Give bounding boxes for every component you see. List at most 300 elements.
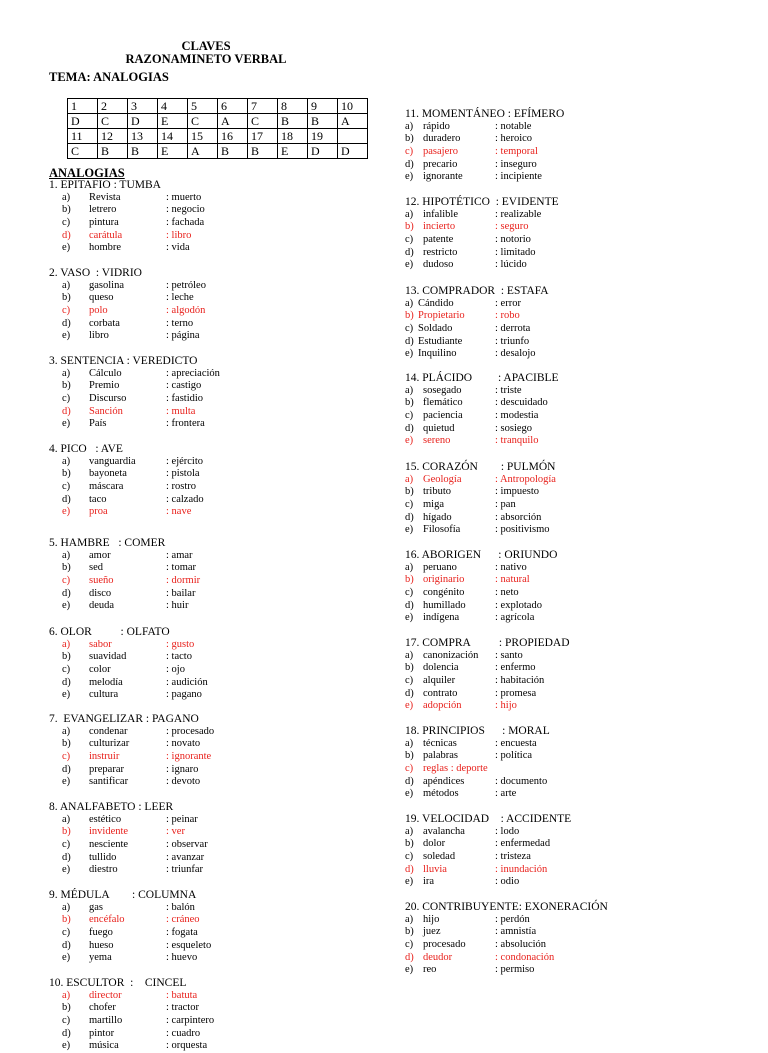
option-right: : explotado [495, 599, 542, 611]
option-right: : ver [166, 826, 185, 838]
answer-key-cell: 7 [248, 99, 278, 114]
option-left: Inquilino [418, 348, 457, 360]
option-left: santificar [89, 776, 129, 788]
option [405, 259, 559, 272]
correct-option [49, 751, 212, 764]
option-left: Soldado [418, 323, 453, 335]
option-right: : castigo [166, 380, 202, 392]
option-left: libro [89, 330, 109, 342]
option-letter: e) [405, 700, 414, 712]
option-letter: b) [405, 133, 414, 145]
option-letter: b) [62, 914, 71, 926]
option-left: ignorante [423, 171, 463, 183]
option-left: reglas : deporte [423, 763, 488, 775]
answer-key-cell: A [218, 114, 248, 129]
option-letter: b) [62, 826, 71, 838]
correct-option [405, 221, 559, 234]
option-right: : apreciación [166, 367, 220, 379]
option-letter: c) [405, 234, 414, 246]
option [49, 468, 200, 481]
option-right: : notorio [495, 234, 531, 246]
option [405, 499, 555, 512]
answer-key-cell: 19 [308, 129, 338, 144]
option-left: quietud [423, 422, 455, 434]
option [49, 813, 198, 827]
option-right: : frontera [166, 418, 205, 430]
option-left: apéndices [423, 775, 465, 787]
option-letter: c) [62, 575, 71, 587]
option-left: gas [89, 901, 103, 913]
option-right: : sosiego [495, 422, 533, 434]
option-left: director [89, 989, 122, 1001]
option-left: sosegado [423, 384, 462, 396]
option-right: : robo [495, 310, 520, 322]
option-left: música [89, 1040, 119, 1052]
option-letter: b) [405, 662, 414, 674]
option [405, 133, 564, 146]
option-right: : odio [495, 876, 520, 888]
option [49, 776, 199, 789]
correct-option [405, 146, 564, 159]
option-letter: e) [62, 506, 71, 518]
option-left: corbata [89, 317, 120, 329]
option [49, 1027, 201, 1041]
option-letter: e) [405, 876, 414, 888]
option [405, 964, 608, 977]
option-letter: b) [405, 486, 414, 498]
correct-option [405, 700, 570, 713]
option [49, 549, 193, 563]
option-letter: e) [62, 776, 71, 788]
correct-option [49, 506, 192, 519]
option-right: : triunfar [166, 864, 204, 876]
correct-option [49, 914, 200, 927]
analogy-question [49, 977, 215, 1053]
option-right: : fogata [166, 927, 198, 939]
option-left: culturizar [89, 738, 130, 750]
question-title: 8. ANALFABETO : LEER [49, 801, 174, 813]
question-title: 11. MOMENTÁNEO : EFÍMERO [405, 108, 565, 120]
option-left: cultura [89, 689, 119, 701]
answer-key-cell: B [278, 114, 308, 129]
option-letter: a) [62, 367, 71, 379]
answer-key-cell: B [128, 144, 158, 159]
option-left: letrero [89, 204, 117, 216]
option-letter: a) [405, 384, 414, 396]
option [49, 562, 197, 575]
answer-key-cell: 18 [278, 129, 308, 144]
option-right: : documento [495, 775, 548, 787]
answer-key-row [68, 99, 368, 114]
option [49, 393, 204, 406]
option-letter: c) [405, 587, 414, 599]
question-title: 17. COMPRA : PROPIEDAD [405, 637, 570, 649]
option-right: : bailar [166, 587, 196, 599]
option-right: : rostro [166, 481, 197, 493]
option-right: : Antropología [495, 473, 556, 485]
option-right: : peinar [166, 813, 198, 825]
option-left: hombre [89, 242, 122, 254]
option [49, 689, 202, 702]
option-left: avalancha [423, 825, 465, 837]
option-right: : amar [166, 549, 193, 561]
answer-key-cell: C [188, 114, 218, 129]
option-right: : cuadro [166, 1027, 201, 1039]
option-right: : hijo [495, 700, 517, 712]
option-right: : tranquilo [495, 435, 539, 447]
answer-key-cell: C [98, 114, 128, 129]
option-right: : inseguro [495, 158, 537, 170]
option-right: : santo [495, 649, 523, 661]
answer-key-cell: D [68, 114, 98, 129]
option-left: taco [89, 493, 107, 505]
option-left: nesciente [89, 839, 129, 851]
option-left: sabor [89, 638, 112, 650]
answer-key-cell: B [248, 144, 278, 159]
option-left: instruir [89, 751, 120, 763]
correct-option [405, 310, 549, 323]
option-right: : descuidado [495, 397, 548, 409]
option [49, 317, 194, 331]
correct-option [49, 305, 206, 318]
document-header [0, 40, 412, 66]
correct-option [49, 638, 195, 652]
option-letter: d) [62, 317, 71, 329]
option [49, 738, 199, 751]
option-left: Geología [423, 473, 462, 485]
option-right: : muerto [166, 191, 202, 203]
question-title: 4. PICO : AVE [49, 443, 123, 455]
option-right: : procesado [166, 725, 215, 737]
option-right: : absorción [495, 511, 542, 523]
option-letter: e) [405, 435, 414, 447]
option-left: Premio [89, 380, 120, 392]
option-letter: e) [62, 689, 71, 701]
option [405, 939, 608, 952]
option-letter: b) [62, 562, 71, 574]
option-left: métodos [423, 788, 459, 800]
option-left: queso [89, 292, 114, 304]
option-left: Filosofía [423, 524, 461, 536]
option-left: paciencia [423, 410, 463, 422]
option-right: : nave [166, 506, 192, 518]
option-letter: c) [62, 751, 71, 763]
answer-key-cell: 9 [308, 99, 338, 114]
option [405, 826, 571, 839]
option-letter: b) [405, 926, 414, 938]
answer-key-cell: 4 [158, 99, 188, 114]
option [405, 336, 549, 349]
option-left: vanguardia [89, 455, 136, 467]
option-right: : agrícola [495, 612, 535, 624]
answer-key-cell: E [278, 144, 308, 159]
option-right: : seguro [495, 221, 529, 233]
option [405, 750, 550, 763]
option-right: : pagano [166, 689, 202, 701]
answer-key-cell: C [248, 114, 278, 129]
option-letter: d) [405, 687, 414, 699]
option [49, 217, 205, 230]
answer-key-cell: B [98, 144, 128, 159]
option [405, 159, 564, 172]
option-right: : impuesto [495, 486, 540, 498]
option-letter: e) [405, 524, 414, 536]
option-letter: c) [62, 393, 71, 405]
correct-option [405, 864, 571, 877]
option-left: lluvia [423, 863, 447, 875]
answer-key-cell: A [338, 114, 368, 129]
option-right: : huir [166, 600, 189, 612]
option-left: palabras [423, 750, 458, 762]
option-letter: b) [62, 204, 71, 216]
option-left: originario [423, 574, 465, 586]
option-right: : pistola [166, 468, 200, 480]
option-left: dolencia [423, 662, 459, 674]
option [49, 455, 204, 469]
correct-option [49, 989, 198, 1003]
answer-key-cell: 12 [98, 129, 128, 144]
option [49, 330, 200, 343]
option-right: : devoto [166, 776, 201, 788]
option-right: : heroico [495, 133, 533, 145]
option-letter: c) [62, 1015, 71, 1027]
option-left: contrato [423, 687, 458, 699]
option-letter: e) [62, 330, 71, 342]
option-letter: a) [405, 473, 414, 485]
option-right: : incipiente [495, 171, 542, 183]
analogy-question [405, 285, 549, 361]
option-right: : avanzar [166, 851, 205, 863]
option [49, 204, 205, 217]
option-left: preparar [89, 763, 124, 775]
option-left: indígena [423, 612, 460, 624]
option-letter: b) [405, 221, 414, 233]
option-right: : triste [495, 384, 522, 396]
analogy-question [405, 725, 550, 801]
option-letter: a) [62, 279, 71, 291]
answer-key-cell: 3 [128, 99, 158, 114]
option-left: dolor [423, 838, 446, 850]
answer-key-row [68, 129, 368, 144]
option-letter: c) [62, 664, 71, 676]
correct-option [49, 406, 197, 419]
option-left: disco [89, 587, 112, 599]
option-left: País [89, 418, 107, 430]
analogy-question [405, 196, 559, 272]
option-left: martillo [89, 1015, 123, 1027]
analogy-question [49, 179, 205, 255]
option-right: : negocio [166, 204, 205, 216]
header-claves: CLAVES [181, 39, 231, 53]
option-left: Revista [89, 191, 121, 203]
option-left: sereno [423, 435, 451, 447]
option-right: : error [495, 297, 521, 309]
section-title: ANALOGIAS [49, 166, 125, 180]
analogy-question [405, 461, 555, 537]
answer-key-cell: B [218, 144, 248, 159]
option-left: adopción [423, 700, 462, 712]
option-left: Cándido [418, 297, 454, 309]
option [49, 1015, 215, 1028]
option-letter: d) [405, 775, 414, 787]
option [405, 838, 571, 851]
option-letter: d) [62, 587, 71, 599]
option-right: : calzado [166, 493, 204, 505]
option-letter: c) [62, 217, 71, 229]
option-right: : cráneo [166, 914, 200, 926]
option-letter: c) [405, 323, 414, 335]
option-letter: a) [62, 638, 71, 650]
option-letter: c) [405, 675, 414, 687]
option-letter: b) [62, 292, 71, 304]
option-letter: e) [62, 864, 71, 876]
analogy-question [49, 537, 201, 613]
question-title: 15. CORAZÓN : PULMÓN [405, 461, 556, 473]
option-left: canonización [423, 649, 479, 661]
question-title: 7. EVANGELIZAR : PAGANO [49, 713, 199, 725]
question-title: 5. HAMBRE : COMER [49, 537, 166, 549]
question-title: 14. PLÁCIDO : APACIBLE [405, 372, 559, 384]
option [49, 380, 202, 393]
option-letter: e) [405, 259, 414, 271]
option [49, 764, 199, 777]
option-right: : tractor [166, 1002, 199, 1014]
option-left: pasajero [423, 146, 458, 158]
analogy-question [405, 108, 564, 184]
option-left: precario [423, 158, 458, 170]
option-letter: d) [405, 863, 414, 875]
option-right: : multa [166, 405, 196, 417]
question-title: 16. ABORIGEN : ORIUNDO [405, 549, 558, 561]
option [49, 725, 215, 739]
option [49, 292, 194, 305]
option-right: : política [495, 750, 533, 762]
option [405, 171, 564, 184]
option-right: : novato [166, 738, 201, 750]
option [405, 234, 559, 247]
option [49, 851, 205, 865]
option-right: : libro [166, 229, 192, 241]
option-right: : amnistía [495, 926, 537, 938]
option-letter: e) [62, 418, 71, 430]
option-letter: a) [62, 725, 71, 737]
answer-key-cell: E [158, 144, 188, 159]
option-letter: e) [405, 171, 414, 183]
option-right: : dormir [166, 575, 201, 587]
option-right: : orquesta [166, 1040, 208, 1052]
option-right: : temporal [495, 146, 538, 158]
option-left: alquiler [423, 675, 456, 687]
option-right: : absolución [495, 939, 547, 951]
correct-option [49, 826, 185, 839]
option-letter: c) [62, 927, 71, 939]
option-letter: b) [405, 310, 414, 322]
option-right: : carpintero [166, 1015, 215, 1027]
option [49, 1040, 208, 1053]
option [405, 738, 550, 751]
option-right: : realizable [495, 208, 542, 220]
option-letter: a) [405, 737, 414, 749]
option-letter: d) [62, 763, 71, 775]
option-letter: b) [405, 750, 414, 762]
option-right: : tristeza [495, 851, 531, 863]
option [49, 367, 220, 381]
question-title: 12. HIPOTÉTICO : EVIDENTE [405, 196, 559, 208]
option-letter: d) [62, 851, 71, 863]
question-title: 6. OLOR : OLFATO [49, 626, 170, 638]
option-left: reo [423, 964, 437, 976]
option-right: : página [166, 330, 200, 342]
option-letter: c) [62, 305, 71, 317]
question-title: 2. VASO : VIDRIO [49, 267, 142, 279]
option [405, 688, 570, 701]
option-left: Sanción [89, 405, 123, 417]
option-left: máscara [89, 481, 124, 493]
option-letter: e) [405, 348, 414, 360]
option-letter: d) [62, 676, 71, 688]
option-letter: b) [405, 574, 414, 586]
option-right: : huevo [166, 952, 198, 964]
option-left: pintura [89, 217, 119, 229]
option [405, 397, 559, 410]
option-left: suavidad [89, 651, 127, 663]
option-left: patente [423, 234, 454, 246]
option [49, 927, 196, 940]
option-left: restricto [423, 246, 458, 258]
correct-option [405, 474, 555, 487]
option [49, 587, 196, 601]
answer-key-cell: 10 [338, 99, 368, 114]
option-left: Discurso [89, 393, 127, 405]
option-right: : inundación [495, 863, 548, 875]
option-right: : natural [495, 574, 530, 586]
option-letter: a) [62, 813, 71, 825]
option-right: : nativo [495, 561, 527, 573]
option-letter: d) [62, 939, 71, 951]
option [405, 851, 571, 864]
option-right: : habitación [495, 675, 545, 687]
option-left: peruano [423, 561, 457, 573]
analogy-question [49, 713, 215, 789]
answer-key-cell: 8 [278, 99, 308, 114]
option-right: : notable [495, 120, 532, 132]
option-letter: e) [62, 242, 71, 254]
option-left: incierto [423, 221, 456, 233]
option [405, 247, 559, 260]
option [49, 191, 202, 205]
option-left: hueso [89, 939, 114, 951]
option-letter: d) [62, 1027, 71, 1039]
option-right: : permiso [495, 964, 535, 976]
answer-key-cell: D [308, 144, 338, 159]
option-left: flemático [423, 397, 463, 409]
option-letter: d) [405, 422, 414, 434]
option-letter: d) [62, 229, 71, 241]
option [405, 876, 571, 889]
option-left: polo [89, 305, 108, 317]
option-right: : esqueleto [166, 939, 212, 951]
option-left: juez [423, 926, 441, 938]
question-title: 20. CONTRIBUYENTE: EXONERACIÓN [405, 901, 608, 913]
option-letter: a) [62, 191, 71, 203]
option-left: duradero [423, 133, 461, 145]
option-right: : tacto [166, 651, 192, 663]
option [405, 562, 557, 575]
answer-key-cell: D [128, 114, 158, 129]
option [49, 939, 212, 953]
option-left: dudoso [423, 259, 454, 271]
option [49, 864, 204, 877]
